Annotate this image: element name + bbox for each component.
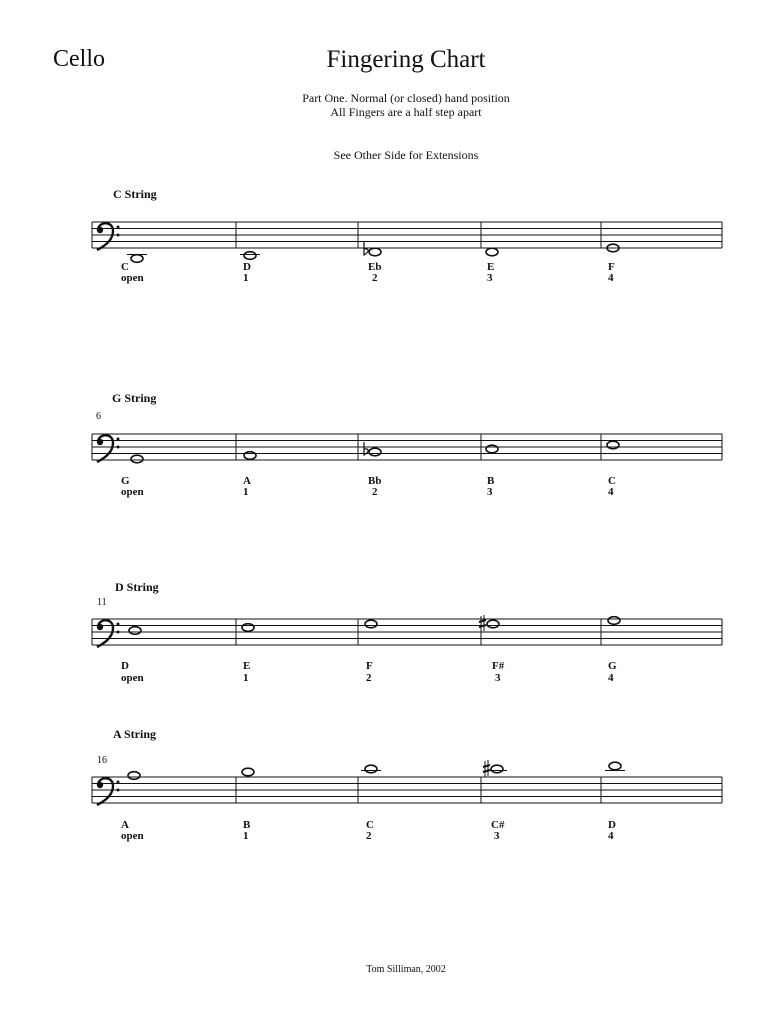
whole-note	[487, 620, 499, 628]
whole-note	[242, 624, 254, 632]
whole-note	[244, 452, 256, 460]
finger-number: 4	[608, 486, 614, 498]
finger-number: 1	[243, 672, 249, 684]
bass-clef-head	[97, 227, 103, 233]
finger-number: 3	[487, 272, 493, 284]
bass-clef-head	[97, 439, 103, 445]
whole-note	[491, 765, 503, 773]
bass-clef-dot	[117, 234, 120, 237]
finger-number: 4	[608, 830, 614, 842]
bass-clef-dot	[117, 781, 120, 784]
whole-note	[131, 255, 143, 263]
subtitle-extensions: See Other Side for Extensions	[333, 148, 479, 162]
note-name: C	[121, 261, 129, 273]
sharp-stroke	[483, 770, 490, 772]
finger-number: 1	[243, 830, 249, 842]
note-name: Eb	[368, 261, 382, 273]
finger-number: open	[121, 486, 144, 498]
note-name: F#	[492, 660, 505, 672]
bass-clef-dot	[117, 789, 120, 792]
finger-number: 2	[366, 672, 372, 684]
footer-credit: Tom Silliman, 2002	[366, 964, 446, 975]
bass-clef-dot	[117, 631, 120, 634]
finger-number: 3	[495, 672, 501, 684]
string-label-g: G String	[112, 391, 157, 405]
whole-note	[365, 765, 377, 773]
note-name: C	[366, 819, 374, 831]
finger-number: 4	[608, 272, 614, 284]
measure-number-a: 16	[97, 755, 107, 766]
note-name: D	[608, 819, 616, 831]
finger-number: 3	[487, 486, 493, 498]
finger-number: 2	[366, 830, 372, 842]
bass-clef-dot	[117, 226, 120, 229]
finger-number: 1	[243, 272, 249, 284]
whole-note	[128, 772, 140, 780]
note-name: F	[366, 660, 373, 672]
note-name: E	[243, 660, 251, 672]
whole-note	[242, 768, 254, 776]
finger-number: 2	[372, 486, 378, 498]
note-name: Bb	[368, 475, 382, 487]
whole-note	[365, 620, 377, 628]
whole-note	[131, 455, 143, 463]
whole-note	[244, 252, 256, 260]
note-name: D	[121, 660, 129, 672]
whole-note	[369, 448, 381, 456]
finger-number: 1	[243, 486, 249, 498]
finger-number: 3	[494, 830, 500, 842]
bass-clef-dot	[117, 446, 120, 449]
note-name: C#	[491, 819, 505, 831]
string-label-d: D String	[115, 580, 159, 594]
note-name: A	[121, 819, 129, 831]
measure-number-d: 11	[97, 597, 107, 608]
bass-clef-dot	[117, 438, 120, 441]
string-label-c: C String	[113, 187, 157, 201]
bass-clef-head	[97, 782, 103, 788]
finger-number: open	[121, 272, 144, 284]
finger-number: 4	[608, 672, 614, 684]
note-name: G	[608, 660, 617, 672]
note-name: B	[243, 819, 251, 831]
note-name: A	[243, 475, 251, 487]
finger-number: 2	[372, 272, 378, 284]
whole-note	[609, 762, 621, 770]
string-label-a: A String	[113, 727, 157, 741]
note-name: D	[243, 261, 251, 273]
subtitle-hand-position: Part One. Normal (or closed) hand position	[302, 91, 510, 105]
bass-clef-head	[97, 624, 103, 630]
whole-note	[608, 617, 620, 625]
note-name: C	[608, 475, 616, 487]
note-name: B	[487, 475, 495, 487]
whole-note	[607, 441, 619, 449]
note-name: G	[121, 475, 130, 487]
sharp-stroke	[483, 765, 490, 767]
note-name: E	[487, 261, 495, 273]
whole-note	[486, 445, 498, 453]
whole-note	[486, 248, 498, 256]
sharp-stroke	[479, 620, 486, 622]
note-name: F	[608, 261, 615, 273]
finger-number: open	[121, 672, 144, 684]
page-title: Fingering Chart	[326, 46, 486, 73]
finger-number: open	[121, 830, 144, 842]
instrument-name: Cello	[53, 46, 105, 72]
whole-note	[129, 627, 141, 635]
measure-number-g: 6	[96, 411, 101, 422]
bass-clef-dot	[117, 623, 120, 626]
subtitle-half-step: All Fingers are a half step apart	[330, 105, 482, 119]
whole-note	[369, 248, 381, 256]
